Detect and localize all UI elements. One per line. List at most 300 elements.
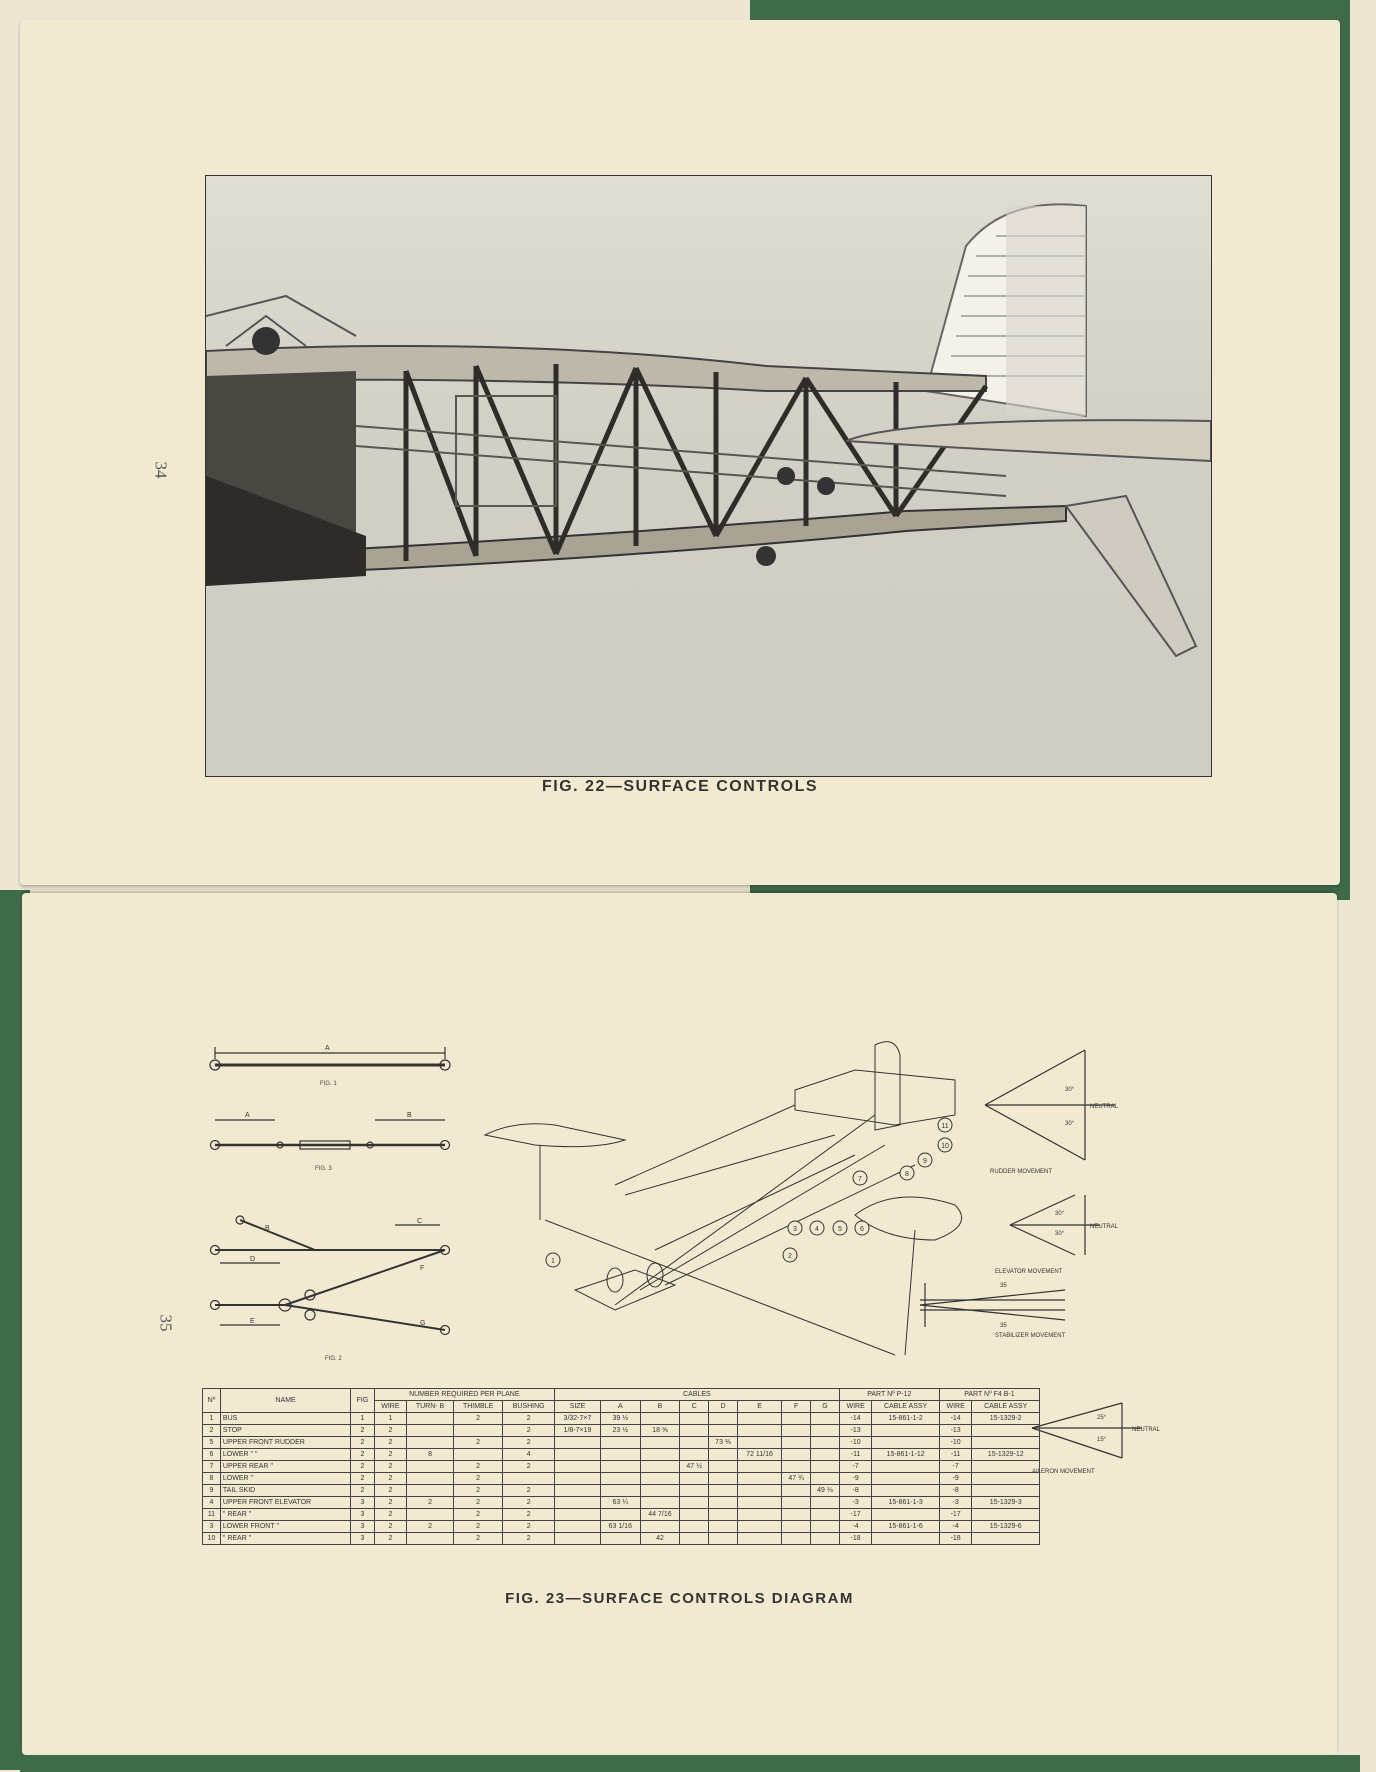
table-cell: -3 (839, 1497, 872, 1509)
rudder-movement-label: RUDDER MOVEMENT (990, 1169, 1053, 1175)
cable-parts-table (202, 1388, 1040, 1545)
table-cell: 2 (503, 1437, 555, 1449)
table-cell: 3 (351, 1521, 374, 1533)
table-cell (680, 1425, 709, 1437)
table-cell: 15-861-1-12 (872, 1449, 939, 1461)
table-cell (811, 1509, 840, 1521)
dim-label-d: D (250, 1256, 256, 1263)
table-cell-name: UPPER REAR " (220, 1461, 350, 1473)
elevator-angle-2: 30° (1055, 1231, 1065, 1237)
table-cell (680, 1497, 709, 1509)
table-cell: 15-861-1-6 (872, 1521, 939, 1533)
table-cell (972, 1509, 1040, 1521)
table-cell: -7 (939, 1461, 972, 1473)
table-cell (709, 1473, 738, 1485)
table-cell (782, 1437, 811, 1449)
table-cell (972, 1485, 1040, 1497)
table-cell (407, 1425, 454, 1437)
table-cell (811, 1533, 840, 1545)
table-cell (782, 1509, 811, 1521)
table-cell (737, 1521, 781, 1533)
table-row (203, 1473, 1040, 1485)
table-cell: 23 ½ (600, 1425, 640, 1437)
table-cell: 2 (503, 1413, 555, 1425)
table-cell (680, 1449, 709, 1461)
table-cell (680, 1521, 709, 1533)
stabilizer-bottom-dim: 35 (1000, 1323, 1007, 1329)
table-cell (737, 1473, 781, 1485)
subheader-cell: CABLE ASSY (972, 1401, 1040, 1413)
table-cell (811, 1437, 840, 1449)
table-cell (453, 1449, 502, 1461)
table-cell: 2 (503, 1461, 555, 1473)
table-cell: 2 (351, 1437, 374, 1449)
table-cell (407, 1437, 454, 1449)
table-cell: 2 (374, 1425, 407, 1437)
table-cell: 3 (203, 1521, 221, 1533)
table-cell (872, 1437, 939, 1449)
table-cell: -14 (839, 1413, 872, 1425)
table-cell (782, 1497, 811, 1509)
table-cell: -8 (939, 1485, 972, 1497)
subheader-cell: B (640, 1401, 680, 1413)
table-row (203, 1449, 1040, 1461)
table-cell: -13 (839, 1425, 872, 1437)
callout-3: 3 (793, 1226, 797, 1233)
table-cell: 2 (374, 1509, 407, 1521)
stabilizer-top-dim: 35 (1000, 1283, 1007, 1289)
table-cell: 49 ⅛ (811, 1485, 840, 1497)
table-cell-name: STOP (220, 1425, 350, 1437)
table-cell (555, 1461, 601, 1473)
table-cell (709, 1461, 738, 1473)
table-cell-name: LOWER " " (220, 1449, 350, 1461)
callout-6: 6 (860, 1226, 864, 1233)
table-cell (680, 1533, 709, 1545)
subheader-cell: SIZE (555, 1401, 601, 1413)
aileron-angle-2: 15° (1097, 1437, 1107, 1443)
table-cell: 3 (351, 1497, 374, 1509)
stabilizer-movement-diagram (920, 1283, 1065, 1327)
table-cell (972, 1425, 1040, 1437)
table-cell (737, 1497, 781, 1509)
dim-label-f: F (420, 1265, 425, 1272)
table-cell (407, 1509, 454, 1521)
table-cell: -13 (939, 1425, 972, 1437)
aileron-movement-label: AILERON MOVEMENT (1032, 1469, 1095, 1475)
table-cell: 2 (407, 1521, 454, 1533)
table-cell (782, 1413, 811, 1425)
figure-23-caption: FIG. 23—SURFACE CONTROLS DIAGRAM (505, 1590, 854, 1607)
table-cell (709, 1521, 738, 1533)
table-cell: -7 (839, 1461, 872, 1473)
table-cell (640, 1449, 680, 1461)
table-cell: 4 (503, 1449, 555, 1461)
table-cell: 15-861-1-3 (872, 1497, 939, 1509)
table-cell (555, 1533, 601, 1545)
table-cell (555, 1449, 601, 1461)
surface-controls-diagram (195, 1035, 1195, 1385)
fig-3-label: FIG. 3 (315, 1166, 332, 1172)
table-cell (680, 1509, 709, 1521)
table-cell (872, 1425, 939, 1437)
table-cell: 15-861-1-2 (872, 1413, 939, 1425)
table-cell (555, 1485, 601, 1497)
callout-9: 9 (923, 1158, 927, 1165)
table-row (203, 1509, 1040, 1521)
subheader-cell: C (680, 1401, 709, 1413)
table-cell: 2 (453, 1473, 502, 1485)
table-row (203, 1413, 1040, 1425)
table-cell: 72 11/16 (737, 1449, 781, 1461)
table-cell (680, 1485, 709, 1497)
dim-label-b-fig2: B (265, 1225, 270, 1232)
table-cell: 2 (453, 1437, 502, 1449)
table-cell-name: BUS (220, 1413, 350, 1425)
table-cell (737, 1425, 781, 1437)
table-cell: 2 (503, 1485, 555, 1497)
table-cell (811, 1497, 840, 1509)
table-cell: 2 (374, 1449, 407, 1461)
table-cell (709, 1413, 738, 1425)
table-cell: 2 (374, 1485, 407, 1497)
table-cell: -10 (839, 1437, 872, 1449)
subheader-cell: TURN- B (407, 1401, 454, 1413)
fuselage-photo (205, 175, 1212, 777)
table-cell (407, 1473, 454, 1485)
table-cell-name: UPPER FRONT ELEVATOR (220, 1497, 350, 1509)
table-cell (737, 1413, 781, 1425)
table-cell (600, 1533, 640, 1545)
subheader-cell: WIRE (374, 1401, 407, 1413)
table-cell (680, 1437, 709, 1449)
table-cell: 9 (203, 1485, 221, 1497)
table-cell (782, 1485, 811, 1497)
table-cell-name: UPPER FRONT RUDDER (220, 1437, 350, 1449)
table-header-row (203, 1389, 1040, 1401)
page-35 (22, 893, 1337, 1755)
table-cell: -3 (939, 1497, 972, 1509)
table-cell: 2 (407, 1497, 454, 1509)
table-cell (600, 1461, 640, 1473)
fig-1-label: FIG. 1 (320, 1081, 337, 1087)
table-cell: -14 (939, 1413, 972, 1425)
fig-2-label: FIG. 2 (325, 1356, 342, 1362)
subheader-cell: BUSHING (503, 1401, 555, 1413)
aileron-movement-diagram (1022, 1383, 1222, 1493)
table-cell (872, 1473, 939, 1485)
table-row (203, 1497, 1040, 1509)
table-cell (972, 1533, 1040, 1545)
table-cell (407, 1461, 454, 1473)
table-cell: 2 (503, 1521, 555, 1533)
table-row (203, 1485, 1040, 1497)
table-cell: 63 1/16 (600, 1521, 640, 1533)
table-cell: 2 (453, 1485, 502, 1497)
table-cell: 15-1329-3 (972, 1497, 1040, 1509)
table-cell (640, 1413, 680, 1425)
table-row (203, 1533, 1040, 1545)
book-cover-bottom (20, 1755, 1360, 1772)
table-cell (407, 1413, 454, 1425)
fig-1-cable (210, 1047, 450, 1070)
header-no: Nº (203, 1389, 221, 1413)
table-cell: 2 (453, 1509, 502, 1521)
elevator-movement-label: ELEVATOR MOVEMENT (995, 1269, 1063, 1275)
table-cell: 2 (503, 1509, 555, 1521)
table-cell: -18 (939, 1533, 972, 1545)
table-cell-name: " REAR " (220, 1509, 350, 1521)
table-cell-name: " REAR " (220, 1533, 350, 1545)
subheader-cell: WIRE (939, 1401, 972, 1413)
table-cell (640, 1485, 680, 1497)
rudder-neutral: NEUTRAL (1090, 1104, 1119, 1110)
table-cell (872, 1509, 939, 1521)
table-cell (782, 1521, 811, 1533)
dim-label-a-fig3: A (245, 1112, 250, 1119)
table-cell (600, 1473, 640, 1485)
aileron-neutral: NEUTRAL (1132, 1427, 1161, 1433)
table-cell: 11 (203, 1509, 221, 1521)
table-cell (640, 1473, 680, 1485)
callout-5: 5 (838, 1226, 842, 1233)
page-number-34: 34 (151, 461, 171, 479)
table-cell (972, 1437, 1040, 1449)
table-cell: 8 (203, 1473, 221, 1485)
table-cell: 15-1329-2 (972, 1413, 1040, 1425)
table-cell (737, 1485, 781, 1497)
table-cell: 2 (203, 1425, 221, 1437)
callout-7: 7 (858, 1176, 862, 1183)
table-cell (811, 1521, 840, 1533)
table-cell (872, 1461, 939, 1473)
rudder-angle-1: 30° (1065, 1087, 1075, 1093)
table-cell: 47 ¾ (782, 1473, 811, 1485)
table-cell (680, 1473, 709, 1485)
header-number-required: NUMBER REQUIRED PER PLANE (374, 1389, 554, 1401)
subheader-cell: E (737, 1401, 781, 1413)
table-cell (600, 1437, 640, 1449)
table-cell (737, 1461, 781, 1473)
table-cell: 63 ¼ (600, 1497, 640, 1509)
table-cell: 2 (503, 1425, 555, 1437)
table-cell (709, 1425, 738, 1437)
table-cell: 2 (374, 1473, 407, 1485)
dim-label-e: E (250, 1318, 255, 1325)
table-cell: 73 ⅜ (709, 1437, 738, 1449)
table-row (203, 1425, 1040, 1437)
table-cell: 2 (374, 1437, 407, 1449)
table-cell (972, 1473, 1040, 1485)
table-cell (600, 1449, 640, 1461)
table-cell: 5 (203, 1437, 221, 1449)
callout-1: 1 (551, 1258, 555, 1265)
table-cell: -9 (839, 1473, 872, 1485)
table-cell: 2 (374, 1497, 407, 1509)
table-cell (503, 1473, 555, 1485)
table-cell: 3 (351, 1509, 374, 1521)
table-cell (782, 1449, 811, 1461)
table-cell (453, 1425, 502, 1437)
table-cell-name: LOWER " (220, 1473, 350, 1485)
table-cell: 15-1329-12 (972, 1449, 1040, 1461)
header-fig: FIG (351, 1389, 374, 1413)
table-cell (555, 1509, 601, 1521)
table-cell: -11 (939, 1449, 972, 1461)
table-cell: 2 (453, 1521, 502, 1533)
table-cell (709, 1509, 738, 1521)
table-cell: 2 (503, 1533, 555, 1545)
table-cell (782, 1533, 811, 1545)
header-cables: CABLES (555, 1389, 840, 1401)
dim-label-g: G (420, 1320, 426, 1327)
elevator-neutral: NEUTRAL (1090, 1224, 1119, 1230)
control-system-perspective (485, 1042, 962, 1355)
subheader-cell: WIRE (839, 1401, 872, 1413)
table-cell: -4 (839, 1521, 872, 1533)
table-cell: 18 ⅝ (640, 1425, 680, 1437)
table-row (203, 1521, 1040, 1533)
table-cell: 1 (374, 1413, 407, 1425)
table-cell (811, 1473, 840, 1485)
table-cell (555, 1437, 601, 1449)
elevator-movement-diagram (1010, 1195, 1100, 1255)
table-cell (555, 1473, 601, 1485)
table-cell (640, 1497, 680, 1509)
table-cell (555, 1497, 601, 1509)
table-cell (709, 1497, 738, 1509)
stabilizer-movement-label: STABILIZER MOVEMENT (995, 1333, 1066, 1339)
table-cell: 1/8-7×19 (555, 1425, 601, 1437)
table-cell: -11 (839, 1449, 872, 1461)
table-cell (407, 1533, 454, 1545)
table-cell: -9 (939, 1473, 972, 1485)
dim-label-b-fig3: B (407, 1112, 412, 1119)
fig-3-turnbuckle-cable (211, 1120, 450, 1150)
table-cell (782, 1461, 811, 1473)
table-cell (972, 1461, 1040, 1473)
table-cell: 39 ½ (600, 1413, 640, 1425)
table-cell (709, 1485, 738, 1497)
table-cell: 15-1329-6 (972, 1521, 1040, 1533)
header-part-p12: PART Nº P-12 (839, 1389, 939, 1401)
table-cell: 44 7/16 (640, 1509, 680, 1521)
subheader-cell: F (782, 1401, 811, 1413)
table-cell: 3 (351, 1533, 374, 1545)
table-cell (811, 1425, 840, 1437)
table-cell: 2 (351, 1449, 374, 1461)
table-cell (782, 1425, 811, 1437)
table-cell (555, 1521, 601, 1533)
table-cell: -8 (839, 1485, 872, 1497)
header-name: NAME (220, 1389, 350, 1413)
table-cell: 2 (351, 1461, 374, 1473)
fuselage-structure-illustration (206, 176, 1211, 776)
callout-10: 10 (941, 1143, 949, 1150)
dim-label-a: A (325, 1045, 330, 1052)
table-cell: -17 (839, 1509, 872, 1521)
table-cell: -4 (939, 1521, 972, 1533)
table-cell (640, 1461, 680, 1473)
table-cell: 2 (453, 1413, 502, 1425)
table-cell: -10 (939, 1437, 972, 1449)
table-cell (811, 1413, 840, 1425)
table-cell (709, 1449, 738, 1461)
table-cell (600, 1485, 640, 1497)
table-cell: 2 (374, 1461, 407, 1473)
table-cell: 1 (351, 1413, 374, 1425)
table-cell: 2 (374, 1533, 407, 1545)
table-row (203, 1461, 1040, 1473)
table-cell (709, 1533, 738, 1545)
fig-2-cable-assembly (211, 1216, 450, 1335)
rudder-angle-2: 30° (1065, 1121, 1075, 1127)
table-cell (872, 1533, 939, 1545)
table-cell: 2 (503, 1497, 555, 1509)
subheader-cell: D (709, 1401, 738, 1413)
aileron-angle-1: 25° (1097, 1415, 1107, 1421)
table-cell: 2 (453, 1497, 502, 1509)
callout-2: 2 (788, 1253, 792, 1260)
elevator-angle-1: 30° (1055, 1211, 1065, 1217)
table-cell (737, 1533, 781, 1545)
table-cell (600, 1509, 640, 1521)
table-cell (737, 1437, 781, 1449)
table-cell: 3/32-7×7 (555, 1413, 601, 1425)
table-cell (640, 1437, 680, 1449)
table-cell: 47 ½ (680, 1461, 709, 1473)
subheader-cell: CABLE ASSY (872, 1401, 939, 1413)
page-number-35: 35 (156, 1314, 176, 1332)
callout-4: 4 (815, 1226, 819, 1233)
callout-11: 11 (941, 1123, 949, 1130)
table-cell: 1 (203, 1413, 221, 1425)
table-cell: 2 (351, 1473, 374, 1485)
table-cell: 7 (203, 1461, 221, 1473)
figure-22-caption: FIG. 22—SURFACE CONTROLS (541, 778, 819, 795)
table-cell: 2 (453, 1461, 502, 1473)
header-part-f4b: PART Nº F4 B-1 (939, 1389, 1039, 1401)
table-cell: 2 (374, 1521, 407, 1533)
table-cell: 4 (203, 1497, 221, 1509)
table-cell (737, 1509, 781, 1521)
table-cell: 10 (203, 1533, 221, 1545)
table-cell: 6 (203, 1449, 221, 1461)
table-cell: 2 (453, 1533, 502, 1545)
table-row (203, 1437, 1040, 1449)
table-cell (407, 1485, 454, 1497)
table-cell: 42 (640, 1533, 680, 1545)
table-cell-name: TAIL SKID (220, 1485, 350, 1497)
table-cell: 2 (351, 1425, 374, 1437)
callout-8: 8 (905, 1171, 909, 1178)
page-34 (20, 20, 1340, 885)
subheader-cell: A (600, 1401, 640, 1413)
subheader-cell: G (811, 1401, 840, 1413)
table-cell: -18 (839, 1533, 872, 1545)
table-cell (680, 1413, 709, 1425)
table-cell (811, 1461, 840, 1473)
table-cell (640, 1521, 680, 1533)
table-cell (872, 1485, 939, 1497)
table-cell: 2 (351, 1485, 374, 1497)
table-cell: -17 (939, 1509, 972, 1521)
dim-label-c: C (417, 1218, 423, 1225)
table-cell-name: LOWER FRONT " (220, 1521, 350, 1533)
table-cell (811, 1449, 840, 1461)
table-cell: 8 (407, 1449, 454, 1461)
subheader-cell: THIMBLE (453, 1401, 502, 1413)
